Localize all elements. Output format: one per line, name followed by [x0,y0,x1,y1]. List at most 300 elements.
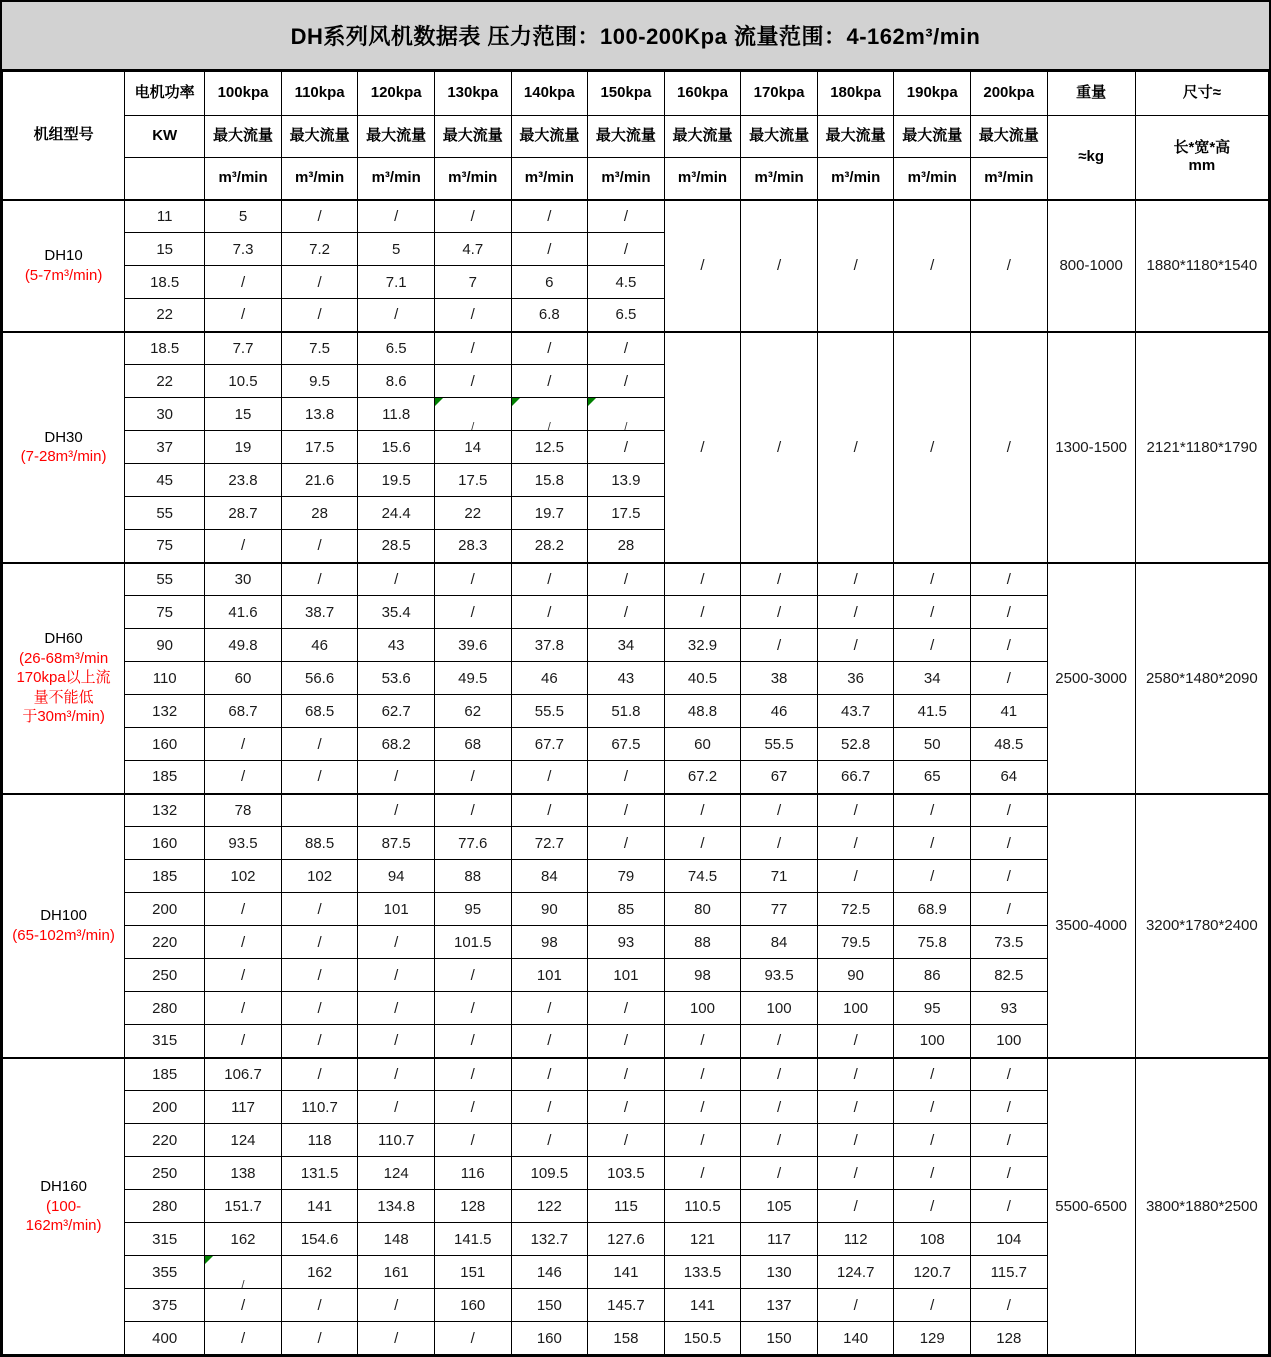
header-flow-unit: m³/min [741,158,818,200]
flow-cell: / [588,563,665,596]
model-note: (7-28m³/min) [20,448,107,465]
model-note: (65-102m³/min) [12,926,115,944]
flow-cell: / [664,596,741,629]
flow-cell: / [358,1289,435,1322]
model-name: DH60 [44,630,83,648]
header-power-blank [125,158,205,200]
flow-cell: / [588,1058,665,1091]
flow-cell: 112 [817,1223,894,1256]
flow-cell: / [817,1025,894,1058]
flow-cell: / [894,1058,971,1091]
flow-cell: 109.5 [511,1157,588,1190]
flow-cell: 66.7 [817,761,894,794]
flow-cell: / [358,1091,435,1124]
flow-cell: / [741,1124,818,1157]
flow-cell: / [971,860,1048,893]
flow-cell: 110.7 [358,1124,435,1157]
flow-cell-merged: / [664,332,741,563]
table-header [3,72,1269,200]
kw-cell: 15 [125,233,205,266]
flow-cell: 28.2 [511,530,588,563]
weight-cell: 2500-3000 [1047,563,1135,794]
flow-cell: / [894,596,971,629]
header-power: 电机功率 [125,72,205,116]
flow-cell: / [971,1190,1048,1223]
flow-cell: / [511,233,588,266]
flow-cell: 150 [741,1322,818,1355]
flow-cell: 133.5 [664,1256,741,1289]
flow-cell: 41.6 [205,596,282,629]
flow-cell: / [281,926,358,959]
flow-cell: 75.8 [894,926,971,959]
flow-cell: / [664,1124,741,1157]
flow-cell: / [205,926,282,959]
flow-cell: 4.7 [434,233,511,266]
flow-cell-merged: / [664,200,741,332]
kw-cell: 315 [125,1223,205,1256]
flow-cell: / [664,1025,741,1058]
flow-cell: 117 [205,1091,282,1124]
flow-cell: 87.5 [358,827,435,860]
kw-cell: 355 [125,1256,205,1289]
flow-cell: / [741,629,818,662]
model-cell [3,200,125,332]
flow-cell: 110.7 [281,1091,358,1124]
flow-cell: / [971,1157,1048,1190]
flow-cell: / [817,1058,894,1091]
flow-cell: / [817,827,894,860]
flow-cell: / [817,596,894,629]
model-note: 162m³/min) [25,1217,102,1234]
flow-cell: 8.6 [358,365,435,398]
flow-cell: / [205,1025,282,1058]
flow-cell: 60 [664,728,741,761]
flow-cell: 132.7 [511,1223,588,1256]
kw-cell: 30 [125,398,205,431]
header-flow-unit: m³/min [588,158,665,200]
flow-cell: / [205,266,282,299]
flow-cell: / [358,1058,435,1091]
flow-cell: 150 [511,1289,588,1322]
flow-cell: / [281,299,358,332]
flow-cell: 115.7 [971,1256,1048,1289]
flow-cell: / [741,1025,818,1058]
flow-cell: 21.6 [281,464,358,497]
kw-cell: 22 [125,365,205,398]
weight-cell: 3500-4000 [1047,794,1135,1058]
flow-cell: / [511,200,588,233]
flow-cell: 19 [205,431,282,464]
header-pressure-130kpa: 130kpa [434,72,511,116]
kw-cell: 250 [125,959,205,992]
flow-cell: 48.5 [971,728,1048,761]
flow-cell: 88 [664,926,741,959]
flow-cell: / [205,299,282,332]
header-flow-unit: m³/min [358,158,435,200]
flow-cell: 105 [741,1190,818,1223]
flow-cell: 38 [741,662,818,695]
flow-cell: / [894,629,971,662]
flow-cell: / [434,365,511,398]
flow-cell: / [664,1058,741,1091]
flow-cell: / [588,1124,665,1157]
flow-cell: 128 [434,1190,511,1223]
header-flow-unit: m³/min [205,158,282,200]
flow-cell: 51.8 [588,695,665,728]
header-size: 尺寸≈ [1135,72,1268,116]
header-flow-unit: m³/min [894,158,971,200]
flow-cell: / [971,662,1048,695]
size-cell: 2580*1480*2090 [1135,563,1268,794]
flow-cell: 55.5 [741,728,818,761]
flow-cell: / [971,1058,1048,1091]
kw-cell: 90 [125,629,205,662]
flow-cell: / [971,893,1048,926]
kw-cell: 75 [125,530,205,563]
header-max-flow: 最大流量 [511,116,588,158]
flow-cell: 43.7 [817,695,894,728]
flow-cell: / [894,1157,971,1190]
flow-cell: 6.5 [358,332,435,365]
flow-cell: 162 [281,1256,358,1289]
flow-cell: 9.5 [281,365,358,398]
flow-cell: / [894,1289,971,1322]
flow-cell: 46 [741,695,818,728]
flow-cell: / [434,596,511,629]
flow-cell: 160 [434,1289,511,1322]
kw-cell: 220 [125,926,205,959]
flow-cell: 82.5 [971,959,1048,992]
table-row [3,563,1269,596]
flow-cell-merged: / [894,332,971,563]
flow-cell: / [664,1091,741,1124]
flow-cell: / [205,728,282,761]
fan-data-table [2,71,1269,1355]
kw-cell: 160 [125,827,205,860]
flow-cell: 162 [205,1223,282,1256]
flow-cell: / [358,959,435,992]
flow-cell: / [511,761,588,794]
header-weight-unit: ≈kg [1047,116,1135,200]
flow-cell: / [511,365,588,398]
flow-cell: 101 [588,959,665,992]
kw-cell: 185 [125,761,205,794]
flow-cell: / [741,827,818,860]
flow-cell: 102 [281,860,358,893]
flow-cell: 151 [434,1256,511,1289]
flow-cell-merged: / [817,332,894,563]
table-body [3,200,1269,1355]
flow-cell: / [358,992,435,1025]
kw-cell: 315 [125,1025,205,1058]
flow-cell: 38.7 [281,596,358,629]
flow-cell: 15 [205,398,282,431]
table-row [3,200,1269,233]
flow-cell: / [434,200,511,233]
flow-cell: 67.5 [588,728,665,761]
flow-cell: 72.7 [511,827,588,860]
kw-cell: 280 [125,992,205,1025]
flow-cell: 95 [894,992,971,1025]
header-flow-unit: m³/min [434,158,511,200]
flow-cell: / [281,728,358,761]
flow-cell: / [894,1124,971,1157]
flow-cell: 151.7 [205,1190,282,1223]
kw-cell: 55 [125,563,205,596]
flow-cell: / [281,563,358,596]
header-max-flow: 最大流量 [741,116,818,158]
flow-cell: / [205,530,282,563]
flow-cell: / [205,761,282,794]
flow-cell: / [434,299,511,332]
flow-cell: 72.5 [817,893,894,926]
header-flow-unit: m³/min [511,158,588,200]
flow-cell: 67 [741,761,818,794]
flow-cell: 30 [205,563,282,596]
flow-cell: 85 [588,893,665,926]
header-max-flow: 最大流量 [434,116,511,158]
flow-cell: 130 [741,1256,818,1289]
flow-cell: / [358,200,435,233]
flow-cell: / [817,563,894,596]
flow-cell: 28 [281,497,358,530]
flow-cell: 117 [741,1223,818,1256]
kw-cell: 132 [125,794,205,827]
flow-cell: 67.7 [511,728,588,761]
flow-cell: / [281,992,358,1025]
flow-cell: 28 [588,530,665,563]
size-cell: 3800*1880*2500 [1135,1058,1268,1355]
weight-cell: 1300-1500 [1047,332,1135,563]
table-title: DH系列风机数据表 压力范围：100-200Kpa 流量范围：4-162m³/min [2,2,1269,71]
flow-cell: 68.7 [205,695,282,728]
flow-cell: 138 [205,1157,282,1190]
flow-cell: 154.6 [281,1223,358,1256]
flow-cell: / [741,563,818,596]
flow-cell: / [281,530,358,563]
flow-cell: 15.8 [511,464,588,497]
flow-cell: 101 [511,959,588,992]
flow-cell: / [588,761,665,794]
flow-cell: 100 [894,1025,971,1058]
header-max-flow: 最大流量 [588,116,665,158]
table-row [3,332,1269,365]
flow-cell: / [511,1124,588,1157]
flow-cell: / [205,992,282,1025]
flow-cell: 134.8 [358,1190,435,1223]
flow-cell: 93.5 [205,827,282,860]
kw-cell: 37 [125,431,205,464]
flow-cell: / [817,1190,894,1223]
flow-cell: 124 [358,1157,435,1190]
flow-cell: 137 [741,1289,818,1322]
flow-cell: 64 [971,761,1048,794]
flow-cell: 13.9 [588,464,665,497]
flow-cell: / [588,596,665,629]
kw-cell: 400 [125,1322,205,1355]
header-flow-unit: m³/min [817,158,894,200]
flow-cell: 23.8 [205,464,282,497]
flow-cell: / [894,794,971,827]
flow-cell: / [434,1091,511,1124]
flow-cell: 19.5 [358,464,435,497]
header-weight: 重量 [1047,72,1135,116]
header-model: 机组型号 [3,72,125,200]
flow-cell: 116 [434,1157,511,1190]
header-max-flow: 最大流量 [971,116,1048,158]
comment-marker-icon [588,398,596,406]
kw-cell: 45 [125,464,205,497]
flow-cell: / [358,761,435,794]
header-max-flow: 最大流量 [281,116,358,158]
flow-cell: / [741,596,818,629]
flow-cell: / [281,959,358,992]
flow-cell: / [511,1025,588,1058]
flow-cell: 118 [281,1124,358,1157]
flow-cell: 11.8 [358,398,435,431]
flow-cell: / [358,563,435,596]
flow-cell: 110.5 [664,1190,741,1223]
flow-cell: 65 [894,761,971,794]
flow-cell: / [817,1157,894,1190]
flow-cell: 10.5 [205,365,282,398]
flow-cell: / [434,332,511,365]
comment-marker-icon [512,398,520,406]
flow-cell: / [511,563,588,596]
flow-cell: / [281,1289,358,1322]
flow-cell: 17.5 [588,497,665,530]
model-name: DH160 [40,1178,87,1195]
header-pressure-170kpa: 170kpa [741,72,818,116]
flow-cell: 79.5 [817,926,894,959]
flow-cell: / [281,266,358,299]
flow-cell: / [817,1091,894,1124]
flow-cell: 28.3 [434,530,511,563]
flow-cell: 124 [205,1124,282,1157]
flow-cell: 150.5 [664,1322,741,1355]
flow-cell: 106.7 [205,1058,282,1091]
kw-cell: 110 [125,662,205,695]
flow-cell: 100 [664,992,741,1025]
flow-cell: / [281,761,358,794]
flow-cell: 53.6 [358,662,435,695]
header-pressure-160kpa: 160kpa [664,72,741,116]
flow-cell: / [971,563,1048,596]
flow-cell: / [588,200,665,233]
header-size-unit [1135,116,1268,200]
flow-cell: / [511,794,588,827]
flow-cell: / [588,332,665,365]
flow-cell: / [817,1289,894,1322]
flow-cell: / [664,1157,741,1190]
flow-cell: / [664,827,741,860]
flow-cell: 7.1 [358,266,435,299]
model-name: DH30 [44,428,83,446]
flow-cell: 39.6 [434,629,511,662]
flow-cell: / [434,794,511,827]
kw-cell: 200 [125,1091,205,1124]
kw-cell: 185 [125,1058,205,1091]
size-cell: 2121*1180*1790 [1135,332,1268,563]
flow-cell: 71 [741,860,818,893]
flow-cell [434,398,511,431]
flow-cell: / [205,959,282,992]
flow-cell: 7.7 [205,332,282,365]
header-flow-unit: m³/min [281,158,358,200]
size-cell: 1880*1180*1540 [1135,200,1268,332]
kw-cell: 18.5 [125,332,205,365]
flow-cell: 88.5 [281,827,358,860]
model-cell [3,794,125,1058]
kw-cell: 18.5 [125,266,205,299]
flow-cell: 14 [434,431,511,464]
table-row [3,1058,1269,1091]
weight-cell: 5500-6500 [1047,1058,1135,1355]
flow-cell: 68 [434,728,511,761]
flow-cell: 100 [741,992,818,1025]
flow-cell-merged: / [817,200,894,332]
flow-cell: / [817,1124,894,1157]
flow-cell: / [894,827,971,860]
flow-cell: 128 [971,1322,1048,1355]
flow-cell: / [205,1322,282,1355]
flow-cell: 62.7 [358,695,435,728]
header-flow-unit: m³/min [971,158,1048,200]
model-cell [3,563,125,794]
flow-cell: 141.5 [434,1223,511,1256]
flow-cell: 40.5 [664,662,741,695]
flow-cell: 88 [434,860,511,893]
header-pressure-200kpa: 200kpa [971,72,1048,116]
model-name: DH10 [44,247,83,264]
flow-cell-merged: / [971,332,1048,563]
kw-cell: 11 [125,200,205,233]
flow-cell: / [511,992,588,1025]
flow-cell: / [358,1322,435,1355]
flow-cell: 17.5 [434,464,511,497]
flow-cell: 98 [664,959,741,992]
flow-cell: / [281,893,358,926]
flow-cell: 94 [358,860,435,893]
flow-value: / [547,421,551,433]
flow-cell: 15.6 [358,431,435,464]
model-note: 于30m³/min) [22,708,105,726]
flow-cell: / [971,1091,1048,1124]
flow-cell: / [971,1289,1048,1322]
flow-cell: 6.8 [511,299,588,332]
flow-cell: 32.9 [664,629,741,662]
model-note: (5-7m³/min) [24,266,103,284]
flow-cell: 80 [664,893,741,926]
kw-cell: 132 [125,695,205,728]
flow-cell: 17.5 [281,431,358,464]
flow-cell: / [971,596,1048,629]
flow-cell: 24.4 [358,497,435,530]
flow-cell: / [588,365,665,398]
flow-cell: 56.6 [281,662,358,695]
flow-cell: 131.5 [281,1157,358,1190]
flow-cell: / [588,1025,665,1058]
model-cell [3,332,125,563]
flow-cell: 4.5 [588,266,665,299]
flow-cell: / [434,761,511,794]
header-pressure-180kpa: 180kpa [817,72,894,116]
flow-cell-merged: / [894,200,971,332]
flow-cell: 48.8 [664,695,741,728]
model-note: 170kpa以上流 [16,669,111,687]
flow-cell: 68.5 [281,695,358,728]
flow-cell: / [971,827,1048,860]
